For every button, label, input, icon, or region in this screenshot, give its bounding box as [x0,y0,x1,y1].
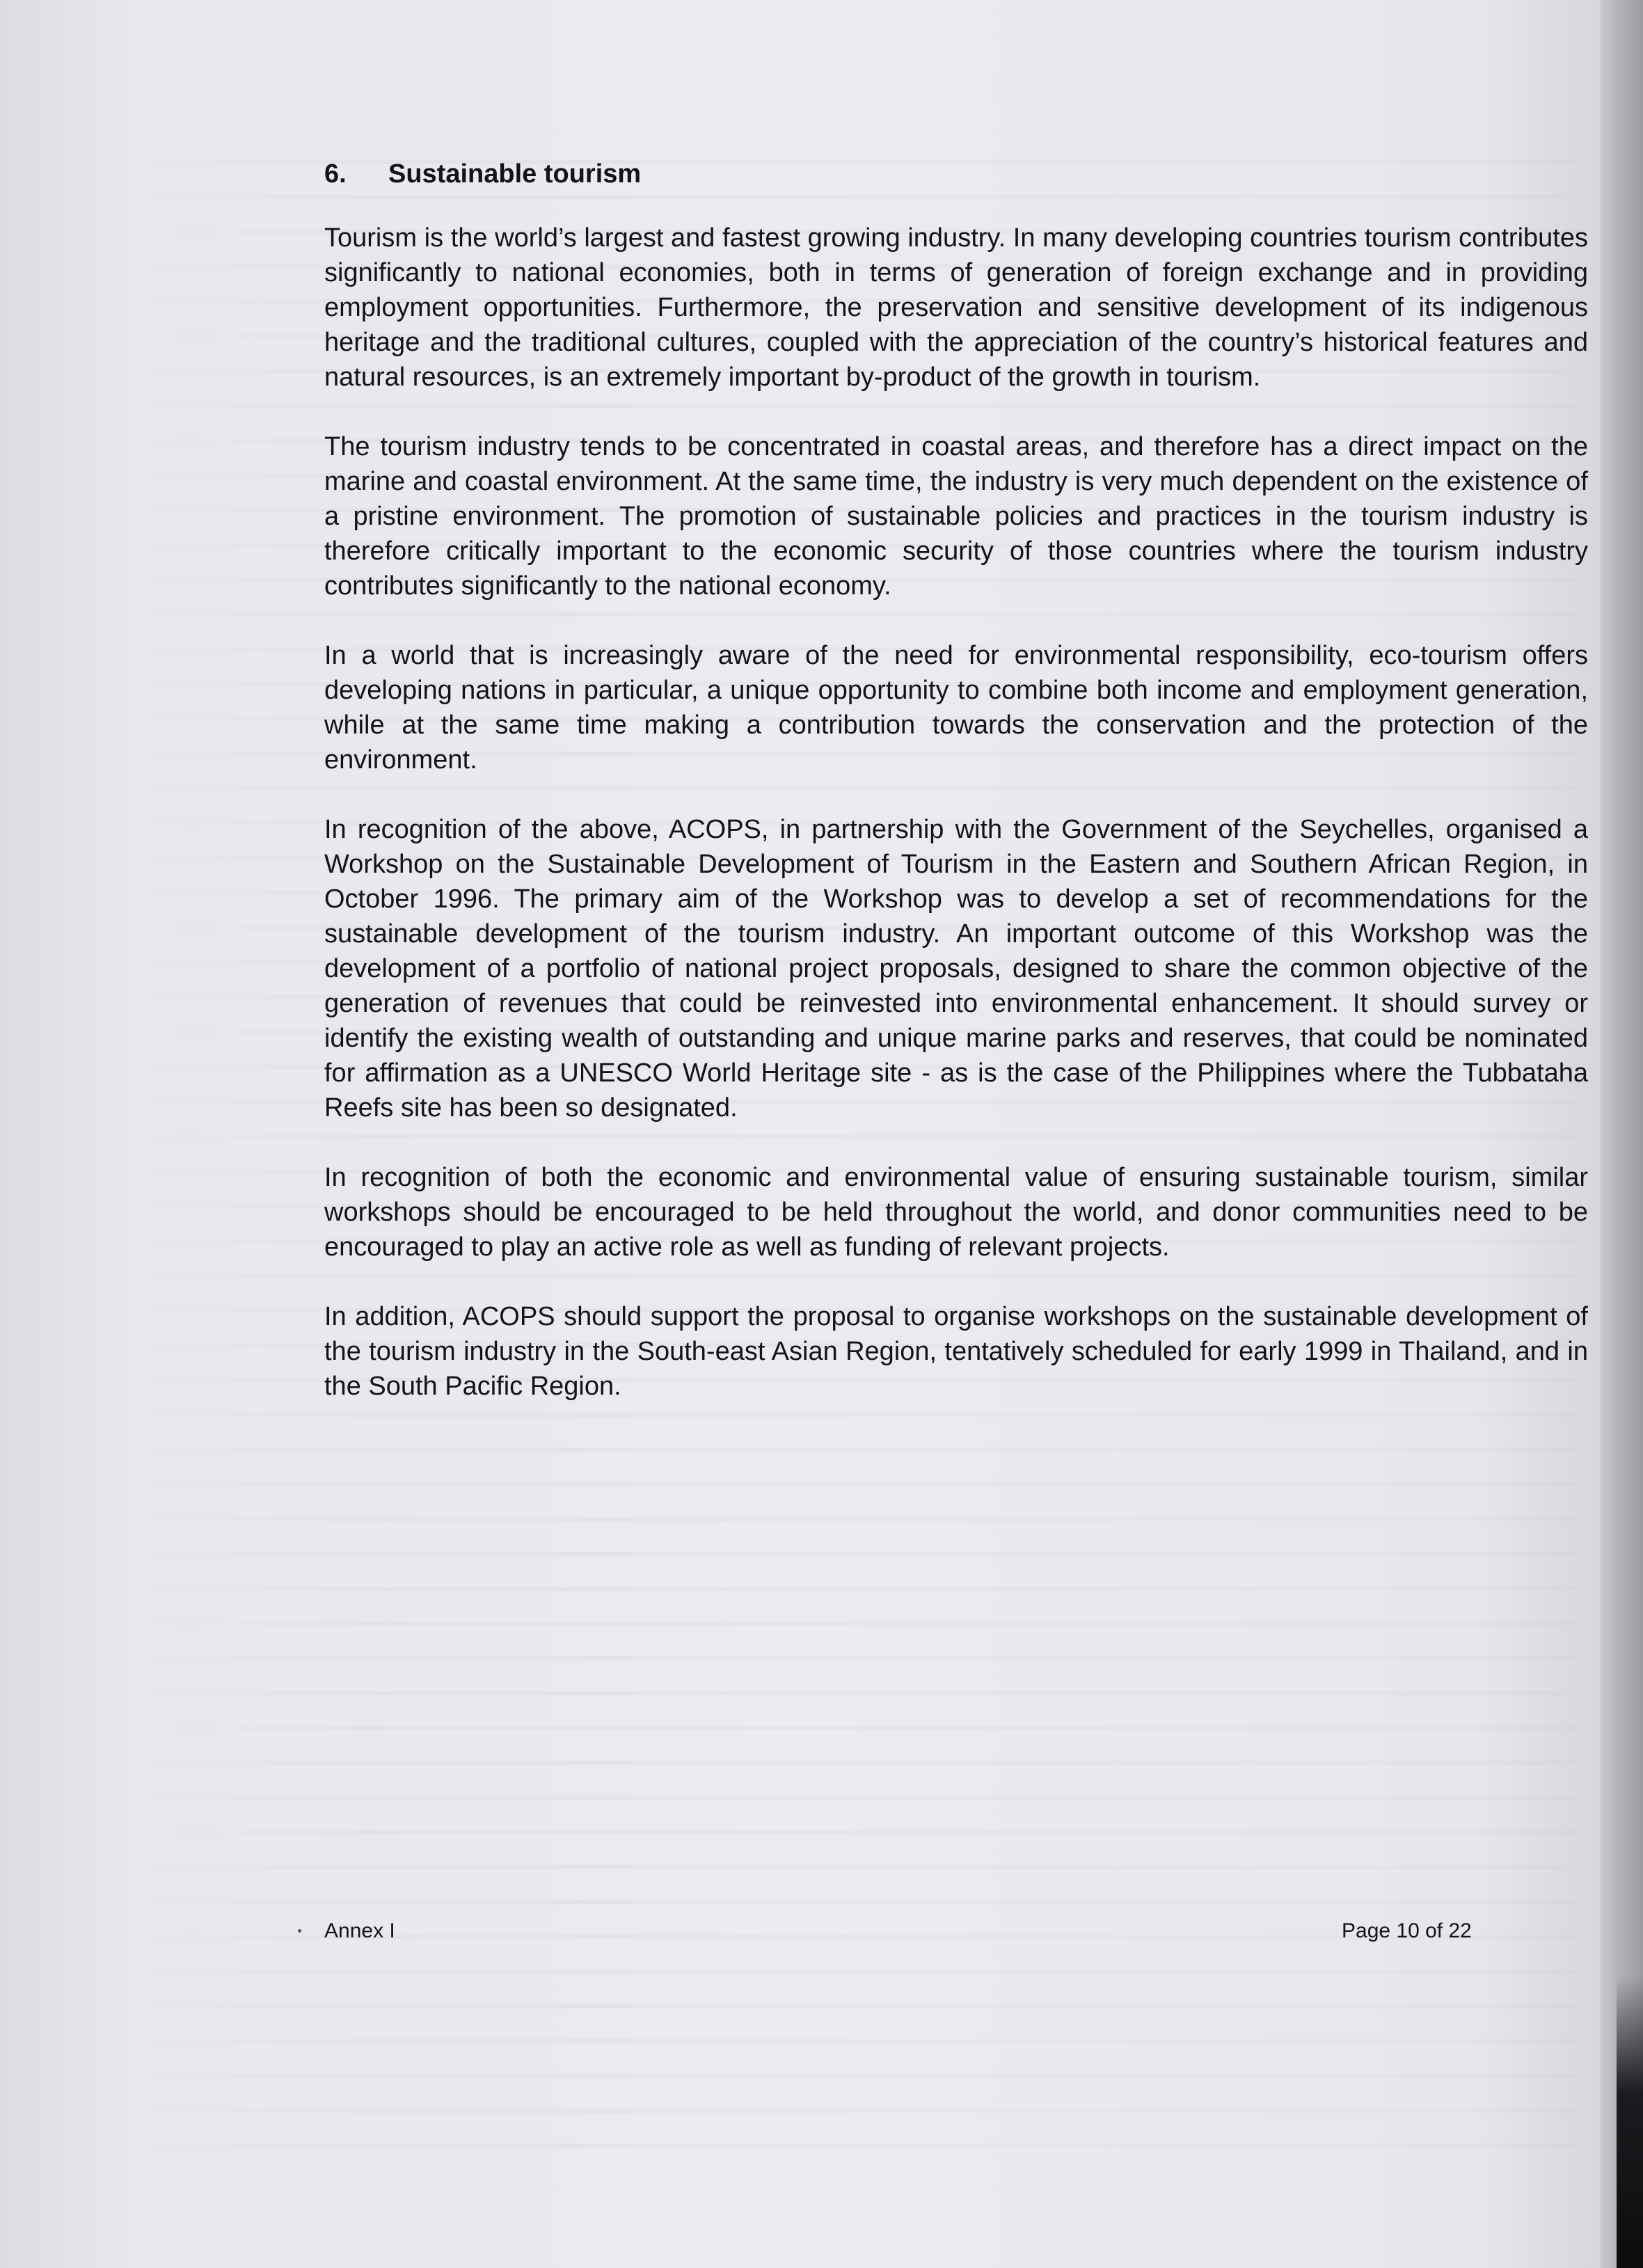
paragraph: In a world that is increasingly aware of the need for environmental responsibility, eco-tourism offers developing nations in particular, a unique opportunity to combine both income and employment generation, while at the same time making a contribution towards the conservation and the protection of the environment. [324,641,1588,775]
page-edge [1601,0,1643,2268]
paragraph: In addition, ACOPS should support the proposal to organise workshops on the sustainable development of the tourism industry in the South-east Asian Region, tentatively scheduled for early 1999 in Thailand, and in the South Pacific Region. [324,1302,1588,1401]
paragraph: The tourism industry tends to be concentrated in coastal areas, and therefore has a direct impact on the marine and coastal environment. At the same time, the industry is very much dependent on the existence of a pristine environment. The promotion of sustainable policies and practices in the tourism industry is therefore critically important to the economic security of those countries where the tourism industry contributes significantly to the national economy. [324,432,1588,601]
section-title: Sustainable tourism [388,159,642,189]
section-heading [324,157,1588,191]
paragraph: Tourism is the world’s largest and fastest growing industry. In many developing countries tourism contributes significantly to national economies, both in terms of generation of foreign exchange and in providing employment opportunities. Furthermore, the preservation and sensitive development of its indigenous heritage and the traditional cultures, coupled with the appreciation of the country’s historical features and natural resources, is an extremely important by-product of the growth in tourism. [324,223,1588,392]
bullet-mark [298,1929,301,1933]
page-edge-shadow [1617,1976,1643,2268]
footer-annex-label: Annex I [324,1919,395,1942]
document-body [324,157,1588,1438]
paragraph: In recognition of the above, ACOPS, in partnership with the Government of the Seychelles, organised a Workshop on the Sustainable Development of Tourism in the Eastern and Southern African Region, in October 1996. The primary aim of the Workshop was to develop a set of recommendations for the sustainable development of the tourism industry. An important outcome of this Workshop was the development of a portfolio of national project proposals, designed to share the common objective of the generation of revenues that could be reinvested into environmental enhancement. It should survey or identify the existing wealth of outstanding and unique marine parks and reserves, that could be nominated for affirmation as a UNESCO World Heritage site - as is the case of the Philippines where the Tubbataha Reefs site has been so designated. [324,815,1588,1123]
paragraph: In recognition of both the economic and environmental value of ensuring sustainable tourism, similar workshops should be encouraged to be held throughout the world, and donor communities need to be encouraged to play an active role as well as funding of relevant projects. [324,1163,1588,1262]
section-number: 6. [324,159,347,189]
footer-page-number: Page 10 of 22 [1342,1919,1472,1942]
